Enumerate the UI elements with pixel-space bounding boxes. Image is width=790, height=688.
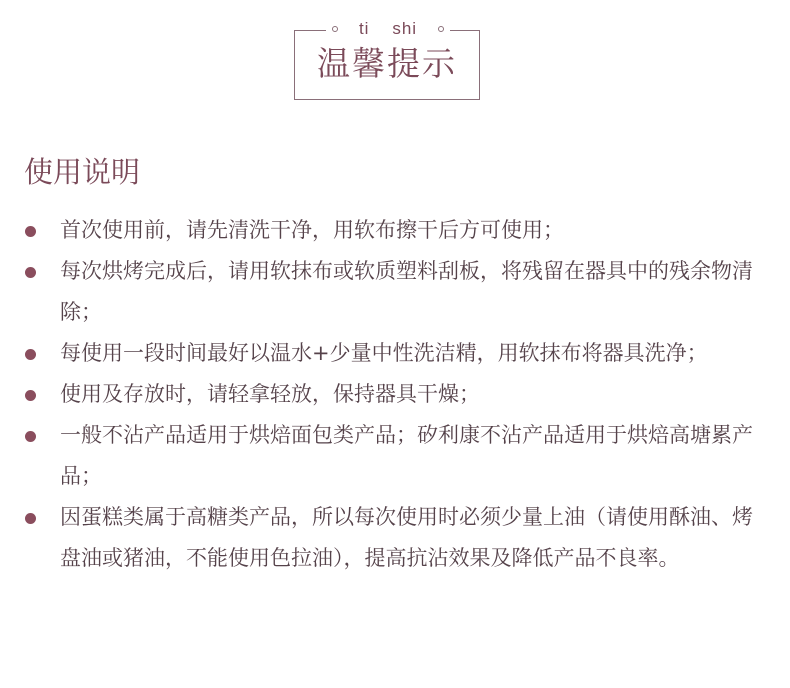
bullet-dot-icon [25, 390, 36, 401]
bullet-dot-icon [25, 513, 36, 524]
bullet-dot-icon [25, 226, 36, 237]
instructions-list [0, 210, 790, 579]
list-item-text: 每使用一段时间最好以温水+少量中性洗洁精，用软抹布将器具洗净； [60, 341, 708, 365]
list-item [0, 251, 790, 333]
list-item-text: 每次烘烤完成后，请用软抹布或软质塑料刮板，将残留在器具中的残余物清除； [60, 259, 753, 324]
right-circle-icon [438, 26, 444, 32]
list-item-text: 使用及存放时，请轻拿轻放，保持器具干燥； [60, 382, 480, 406]
list-item-text: 一般不沾产品适用于烘焙面包类产品；矽利康不沾产品适用于烘焙高塘累产品； [60, 423, 753, 488]
bullet-dot-icon [25, 267, 36, 278]
list-item [0, 415, 790, 497]
list-item [0, 210, 790, 251]
list-item-text: 因蛋糕类属于高糖类产品，所以每次使用时必须少量上油（请使用酥油、烤盘油或猪油，不能使用色拉油），提高抗沾效果及降低产品不良率。 [60, 505, 753, 570]
list-item [0, 497, 790, 579]
subtitle-bar [326, 18, 450, 40]
list-item [0, 333, 790, 374]
list-item [0, 374, 790, 415]
list-item-text: 首次使用前，请先清洗干净，用软布擦干后方可使用； [60, 218, 564, 242]
bullet-dot-icon [25, 349, 36, 360]
page-title: 温馨提示 [317, 44, 457, 83]
subtitle-pinyin: ti shi [358, 19, 418, 38]
left-circle-icon [332, 26, 338, 32]
section-heading: 使用说明 [24, 155, 141, 189]
bullet-dot-icon [25, 431, 36, 442]
